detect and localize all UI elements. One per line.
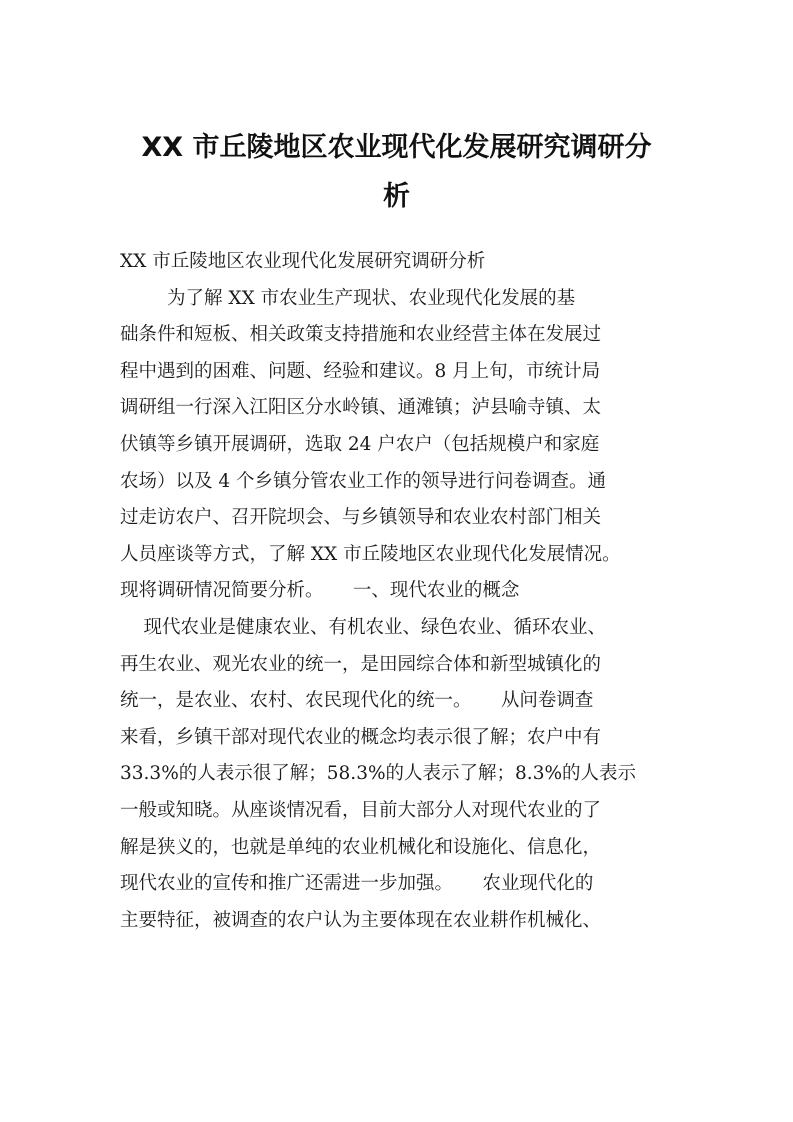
body-line: 为了解 XX 市农业生产现状、农业现代化发展的基: [120, 287, 576, 309]
title-line-1: XX 市丘陵地区农业现代化发展研究调研分: [141, 132, 652, 163]
title-line-2: 析: [383, 181, 410, 212]
document-title: [120, 123, 673, 221]
body-line: 伏镇等乡镇开展调研，选取 24 户农户（包括规模户和家庭: [120, 433, 600, 455]
body-line: 过走访农户、召开院坝会、与乡镇领导和农业农村部门相关: [120, 507, 602, 529]
body-line: 统一，是农业、农村、农民现代化的统一。 从问卷调查: [120, 690, 594, 712]
body-line: 程中遇到的困难、问题、经验和建议。8 月上旬，市统计局: [120, 360, 601, 382]
body-line: 一般或知晓。从座谈情况看，目前大部分人对现代农业的了: [120, 799, 602, 821]
document-body: [120, 244, 680, 939]
body-line: 人员座谈等方式，了解 XX 市丘陵地区农业现代化发展情况。: [120, 543, 621, 565]
body-line: 33.3%的人表示很了解；58.3%的人表示了解；8.3%的人表示: [120, 763, 637, 785]
body-line: 础条件和短板、相关政策支持措施和农业经营主体在发展过: [120, 324, 602, 346]
subtitle-line: XX 市丘陵地区农业现代化发展研究调研分析: [120, 251, 486, 272]
body-line: 再生农业、观光农业的统一，是田园综合体和新型城镇化的: [120, 653, 602, 675]
body-line: 调研组一行深入江阳区分水岭镇、通滩镇；泸县喻寺镇、太: [120, 397, 602, 419]
body-line: 现代农业是健康农业、有机农业、绿色农业、循环农业、: [120, 616, 607, 638]
body-line: 来看，乡镇干部对现代农业的概念均表示很了解；农户中有: [120, 726, 602, 748]
body-line: 解是狭义的，也就是单纯的农业机械化和设施化、信息化，: [120, 836, 602, 858]
body-line: 主要特征，被调查的农户认为主要体现在农业耕作机械化、: [120, 909, 602, 931]
body-line: 农场）以及 4 个乡镇分管农业工作的领导进行问卷调查。通: [120, 470, 607, 492]
body-line: 现代农业的宣传和推广还需进一步加强。 农业现代化的: [120, 873, 594, 895]
section-heading-line: 现将调研情况简要分析。 一、现代农业的概念: [120, 580, 520, 602]
